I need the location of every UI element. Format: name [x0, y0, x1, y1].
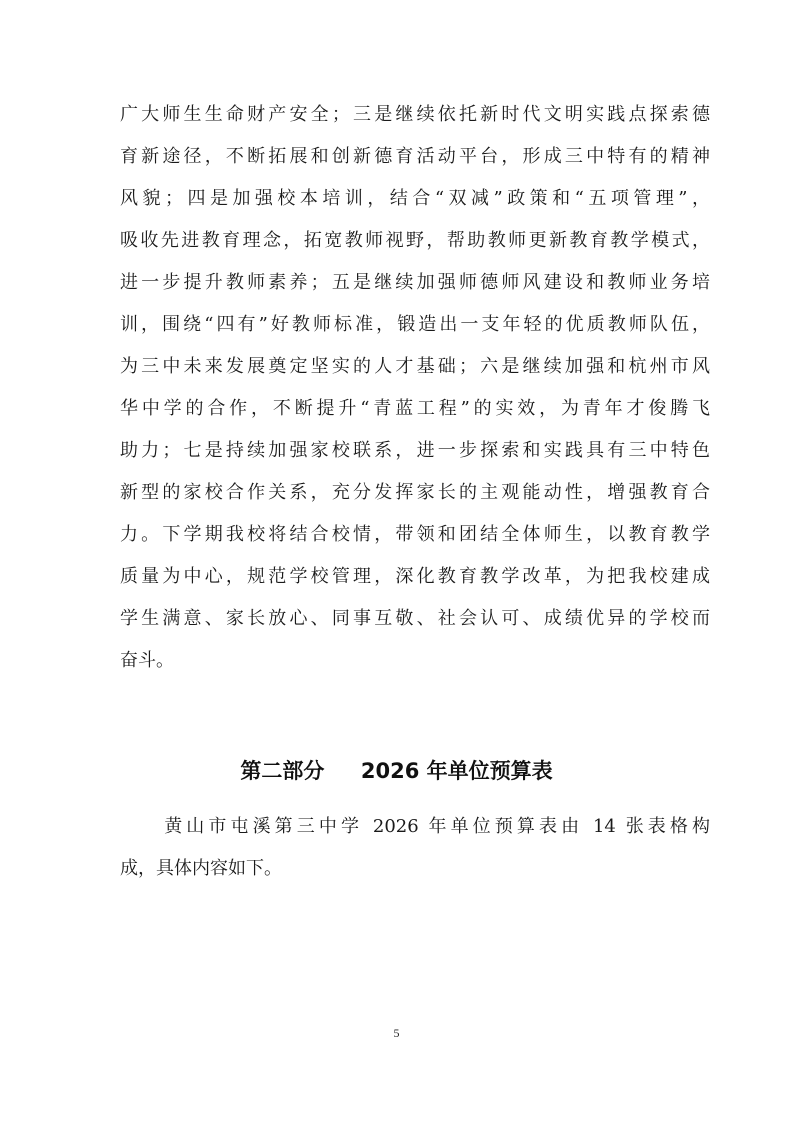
body-text-line: 吸收先进教育理念，拓宽教师视野，帮助教师更新教育教学模式，: [120, 230, 710, 251]
body-text-line: 训，围绕“四有”好教师标准，锻造出一支年轻的优质教师队伍，: [120, 314, 710, 335]
body-text-line: 奋斗。: [120, 650, 174, 671]
body-text-line: 质量为中心，规范学校管理，深化教育教学改革，为把我校建成: [120, 566, 710, 587]
body-text-line: 华中学的合作，不断提升“青蓝工程”的实效，为青年才俊腾飞: [120, 398, 710, 419]
section-heading: 第二部分 2026 年单位预算表: [240, 759, 553, 783]
body-text-line: 育新途径，不断拓展和创新德育活动平台，形成三中特有的精神: [120, 146, 710, 167]
body-text-line: 广大师生生命财产安全；三是继续依托新时代文明实践点探索德: [120, 104, 710, 125]
body-text-line: 进一步提升教师素养；五是继续加强师德师风建设和教师业务培: [120, 272, 710, 293]
body-text-line: 力。下学期我校将结合校情，带领和团结全体师生，以教育教学: [120, 524, 710, 545]
page-number: 5: [393, 1026, 400, 1040]
body-text-line: 学生满意、家长放心、同事互敬、社会认可、成绩优异的学校而: [120, 608, 710, 629]
body-text-line: 新型的家校合作关系，充分发挥家长的主观能动性，增强教育合: [120, 482, 710, 503]
intro-text-line: 黄山市屯溪第三中学 2026 年单位预算表由 14 张表格构: [120, 816, 710, 837]
body-text-line: 助力；七是持续加强家校联系，进一步探索和实践具有三中特色: [120, 440, 710, 461]
intro-text-line: 成，具体内容如下。: [120, 858, 282, 879]
body-text-line: 风貌；四是加强校本培训，结合“双减”政策和“五项管理”，: [120, 188, 710, 209]
body-text-line: 为三中未来发展奠定坚实的人才基础；六是继续加强和杭州市风: [120, 356, 710, 377]
